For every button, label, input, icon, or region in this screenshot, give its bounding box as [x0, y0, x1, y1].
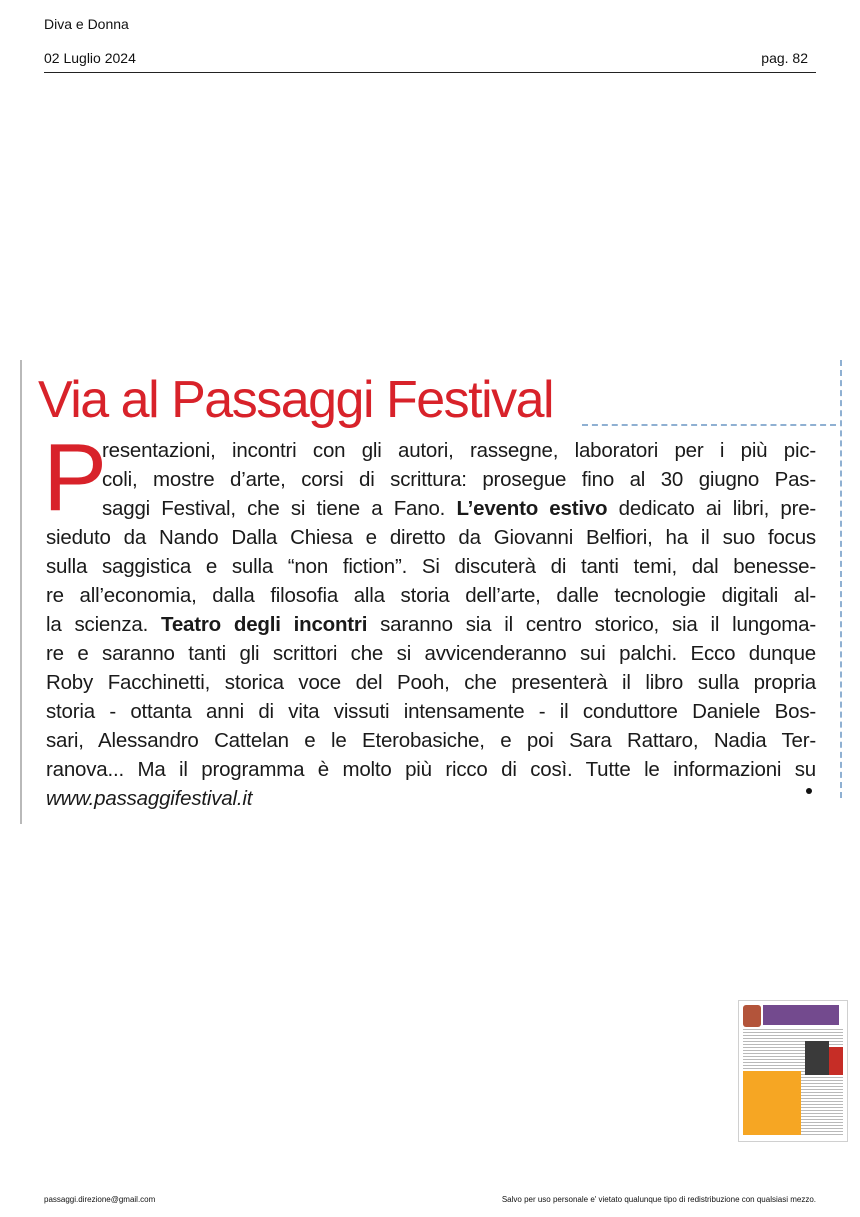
body-line: ranova... Ma il programma è molto più ricco di così. Tutte le informazioni su: [46, 758, 816, 781]
body-line: re e saranno tanti gli scrittori che si avvicenderanno sui palchi. Ecco dunque: [46, 642, 816, 665]
article-title: Via al Passaggi Festival: [38, 371, 554, 429]
festival-website-link[interactable]: www.passaggifestival.it: [46, 787, 253, 810]
body-line: [46, 610, 816, 639]
bold-phrase: Teatro degli incontri: [161, 613, 368, 636]
body-text: saggi Festival, che si tiene a Fano.: [102, 497, 446, 520]
body-line: re all’economia, dalla filosofia alla storia dell’arte, dalle tecnologie digitali al-: [46, 584, 816, 607]
header-divider: [44, 72, 816, 73]
article-clipping: [20, 360, 842, 826]
body-line: Roby Facchinetti, storica voce del Pooh, che presenterà il libro sulla propria: [46, 671, 816, 694]
body-text: dedicato ai libri, pre-: [618, 497, 817, 520]
bold-phrase: L’evento estivo: [456, 497, 608, 520]
body-text: la scienza.: [46, 613, 149, 636]
body-line: [46, 494, 816, 523]
body-line: sulla saggistica e sulla “non fiction”. Si discuterà di tanti temi, dal benesse-: [46, 555, 816, 578]
title-dashed-rule: [582, 424, 836, 426]
thumbnail-red-image: [829, 1047, 843, 1075]
body-line: storia - ottanta anni di vita vissuti intensamente - il conduttore Daniele Bos-: [46, 700, 816, 723]
thumbnail-orange-box: [743, 1071, 801, 1135]
footer-email: passaggi.direzione@gmail.com: [44, 1195, 156, 1204]
publication-name: Diva e Donna: [44, 16, 129, 32]
article-body: [43, 424, 817, 813]
page-thumbnail: [738, 1000, 848, 1142]
end-of-article-bullet: [806, 788, 812, 794]
clipping-right-border: [840, 360, 842, 798]
body-line: coli, mostre d’arte, corsi di scrittura: prosegue fino al 30 giugno Pas-: [102, 468, 816, 491]
page-number: pag. 82: [761, 50, 808, 66]
body-line: sari, Alessandro Cattelan e le Eterobasiche, e poi Sara Rattaro, Nadia Ter-: [46, 729, 816, 752]
drop-cap: P: [43, 424, 107, 531]
clipping-left-border: [20, 360, 22, 824]
footer-disclaimer: Salvo per uso personale e' vietato qualunque tipo di redistribuzione con qualsiasi mezzo.: [501, 1195, 816, 1204]
thumbnail-portrait: [743, 1005, 761, 1027]
thumbnail-photo: [805, 1041, 829, 1075]
body-line: sieduto da Nando Dalla Chiesa e diretto da Giovanni Belfiori, ha il suo focus: [46, 526, 816, 549]
body-text: saranno sia il centro storico, sia il lungoma-: [380, 613, 816, 636]
thumbnail-headline-block: [763, 1005, 839, 1025]
publication-date: 02 Luglio 2024: [44, 50, 136, 66]
body-line: resentazioni, incontri con gli autori, rassegne, laboratori per i più pic-: [102, 439, 816, 462]
